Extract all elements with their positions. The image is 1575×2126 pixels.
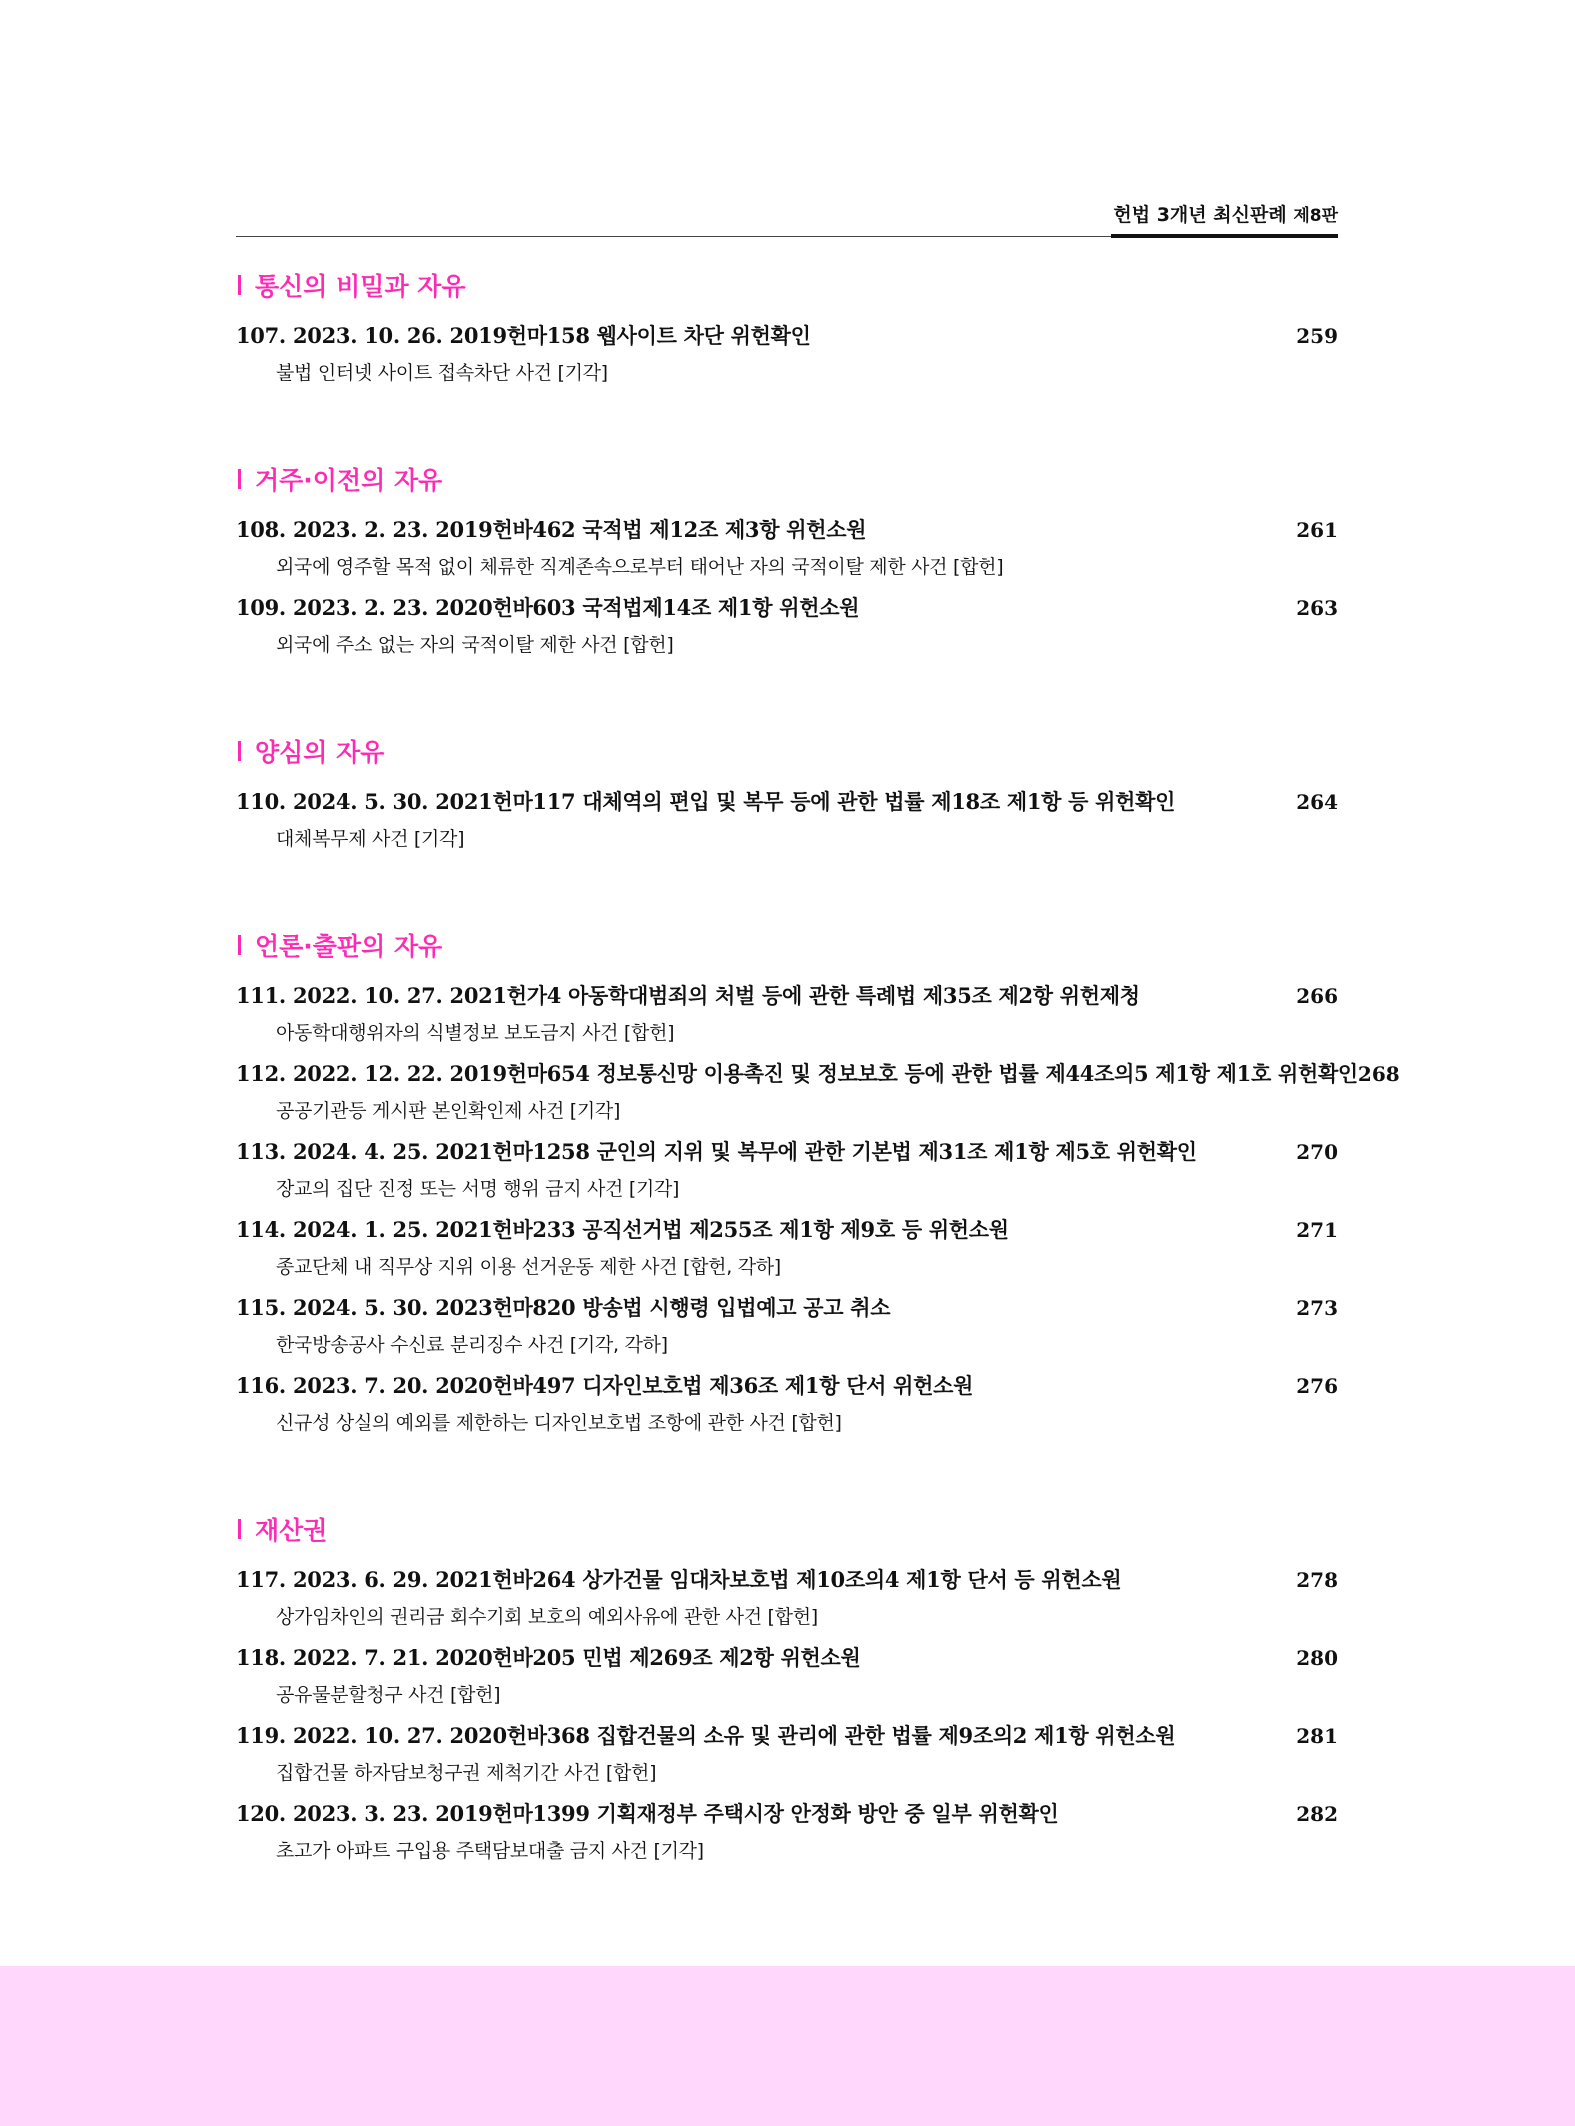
toc-entry[interactable] bbox=[236, 1794, 1338, 1870]
section-bar-icon bbox=[238, 275, 241, 295]
entry-line bbox=[236, 1132, 1338, 1172]
entry-subtitle: 외국에 영주할 목적 없이 체류한 직계존속으로부터 태어난 자의 국적이탈 제한 사건 [합헌] bbox=[276, 556, 1004, 578]
toc-entry[interactable] bbox=[236, 976, 1338, 1052]
section-title: 재산권 bbox=[255, 1516, 328, 1545]
book-title: 헌법 3개년 최신판례 bbox=[1113, 204, 1287, 226]
toc-entry[interactable] bbox=[236, 1366, 1338, 1442]
entry-title: 120. 2023. 3. 23. 2019헌마1399 기획재정부 주택시장 안정화 방안 중 일부 위헌확인 bbox=[236, 1801, 1059, 1826]
section-heading bbox=[236, 922, 1338, 968]
toc-entry[interactable] bbox=[236, 1054, 1400, 1130]
entry-line bbox=[236, 588, 1338, 628]
entry-line bbox=[236, 1716, 1338, 1756]
entry-page-number: 264 bbox=[1296, 790, 1338, 814]
entry-line bbox=[236, 1054, 1400, 1094]
toc-entry[interactable] bbox=[236, 1132, 1338, 1208]
toc-section bbox=[236, 922, 1400, 1442]
section-title: 언론·출판의 자유 bbox=[255, 932, 443, 961]
toc-section bbox=[236, 456, 1338, 664]
entry-title: 109. 2023. 2. 23. 2020헌바603 국적법제14조 제1항 위헌소원 bbox=[236, 595, 860, 620]
section-bar-icon bbox=[238, 1519, 241, 1539]
entry-page-number: 266 bbox=[1296, 984, 1338, 1008]
section-title: 양심의 자유 bbox=[255, 738, 385, 767]
entry-page-number: 259 bbox=[1296, 324, 1338, 348]
section-bar-icon bbox=[238, 741, 241, 761]
entry-title: 110. 2024. 5. 30. 2021헌마117 대체역의 편입 및 복무 등에 관한 법률 제18조 제1항 등 위헌확인 bbox=[236, 789, 1176, 814]
entry-title: 112. 2022. 12. 22. 2019헌마654 정보통신망 이용촉진 및 정보보호 등에 관한 법률 제44조의5 제1항 제1호 위헌확인 bbox=[236, 1061, 1358, 1086]
entry-title: 113. 2024. 4. 25. 2021헌마1258 군인의 지위 및 복무에 관한 기본법 제31조 제1항 제5호 위헌확인 bbox=[236, 1139, 1197, 1164]
entry-subtitle: 한국방송공사 수신료 분리징수 사건 [기각, 각하] bbox=[276, 1334, 668, 1356]
entry-subtitle: 대체복무제 사건 [기각] bbox=[276, 828, 465, 850]
entry-line bbox=[236, 316, 1338, 356]
edition-label: 제8판 bbox=[1293, 206, 1338, 226]
entry-page-number: 273 bbox=[1296, 1296, 1338, 1320]
entry-subtitle: 외국에 주소 없는 자의 국적이탈 제한 사건 [합헌] bbox=[276, 634, 674, 656]
entry-page-number: 278 bbox=[1296, 1568, 1338, 1592]
toc-section bbox=[236, 728, 1338, 858]
toc-entry[interactable] bbox=[236, 1716, 1338, 1792]
entry-page-number: 282 bbox=[1296, 1802, 1338, 1826]
entry-subtitle: 공공기관등 게시판 본인확인제 사건 [기각] bbox=[276, 1100, 621, 1122]
entry-page-number: 268 bbox=[1357, 1062, 1400, 1086]
page-header bbox=[236, 198, 1338, 237]
entry-page-number: 271 bbox=[1296, 1218, 1338, 1242]
entry-line bbox=[236, 1560, 1338, 1600]
toc-entry[interactable] bbox=[236, 1288, 1338, 1364]
table-of-contents bbox=[236, 262, 1400, 1934]
running-header bbox=[1111, 198, 1338, 238]
entry-page-number: 263 bbox=[1296, 596, 1338, 620]
entry-page-number: 270 bbox=[1296, 1140, 1338, 1164]
entry-title: 119. 2022. 10. 27. 2020헌바368 집합건물의 소유 및 관리에 관한 법률 제9조의2 제1항 위헌소원 bbox=[236, 1723, 1176, 1748]
entry-page-number: 281 bbox=[1296, 1724, 1338, 1748]
section-heading bbox=[236, 262, 1338, 308]
toc-entry[interactable] bbox=[236, 588, 1338, 664]
entry-line bbox=[236, 1288, 1338, 1328]
entry-subtitle: 상가임차인의 권리금 회수기회 보호의 예외사유에 관한 사건 [합헌] bbox=[276, 1606, 818, 1628]
entry-title: 107. 2023. 10. 26. 2019헌마158 웹사이트 차단 위헌확인 bbox=[236, 323, 811, 348]
entry-subtitle: 집합건물 하자담보청구권 제척기간 사건 [합헌] bbox=[276, 1762, 657, 1784]
entry-line bbox=[236, 1366, 1338, 1406]
toc-entry[interactable] bbox=[236, 510, 1338, 586]
section-bar-icon bbox=[238, 469, 241, 489]
entry-title: 114. 2024. 1. 25. 2021헌바233 공직선거법 제255조 제1항 제9호 등 위헌소원 bbox=[236, 1217, 1009, 1242]
toc-section bbox=[236, 262, 1338, 392]
section-heading bbox=[236, 728, 1338, 774]
section-heading bbox=[236, 456, 1338, 502]
entry-subtitle: 신규성 상실의 예외를 제한하는 디자인보호법 조항에 관한 사건 [합헌] bbox=[276, 1412, 842, 1434]
section-heading bbox=[236, 1506, 1338, 1552]
entry-subtitle: 장교의 집단 진정 또는 서명 행위 금지 사건 [기각] bbox=[276, 1178, 680, 1200]
entry-title: 116. 2023. 7. 20. 2020헌바497 디자인보호법 제36조 제1항 단서 위헌소원 bbox=[236, 1373, 974, 1398]
toc-entry[interactable] bbox=[236, 316, 1338, 392]
footer-band bbox=[0, 1966, 1575, 2126]
entry-page-number: 261 bbox=[1296, 518, 1338, 542]
section-title: 통신의 비밀과 자유 bbox=[255, 272, 466, 301]
entry-title: 115. 2024. 5. 30. 2023헌마820 방송법 시행령 입법예고 공고 취소 bbox=[236, 1295, 891, 1320]
toc-entry[interactable] bbox=[236, 1210, 1338, 1286]
entry-title: 118. 2022. 7. 21. 2020헌바205 민법 제269조 제2항 위헌소원 bbox=[236, 1645, 861, 1670]
toc-entry[interactable] bbox=[236, 1638, 1338, 1714]
toc-entry[interactable] bbox=[236, 1560, 1338, 1636]
entry-line bbox=[236, 1794, 1338, 1834]
entry-line bbox=[236, 976, 1338, 1016]
entry-subtitle: 아동학대행위자의 식별정보 보도금지 사건 [합헌] bbox=[276, 1022, 675, 1044]
toc-section bbox=[236, 1506, 1338, 1870]
entry-page-number: 280 bbox=[1296, 1646, 1338, 1670]
entry-subtitle: 공유물분할청구 사건 [합헌] bbox=[276, 1684, 501, 1706]
entry-line bbox=[236, 510, 1338, 550]
entry-title: 108. 2023. 2. 23. 2019헌바462 국적법 제12조 제3항 위헌소원 bbox=[236, 517, 867, 542]
toc-entry[interactable] bbox=[236, 782, 1338, 858]
entry-subtitle: 초고가 아파트 구입용 주택담보대출 금지 사건 [기각] bbox=[276, 1840, 704, 1862]
entry-subtitle: 종교단체 내 직무상 지위 이용 선거운동 제한 사건 [합헌, 각하] bbox=[276, 1256, 781, 1278]
entry-subtitle: 불법 인터넷 사이트 접속차단 사건 [기각] bbox=[276, 362, 608, 384]
entry-line bbox=[236, 1210, 1338, 1250]
entry-line bbox=[236, 782, 1338, 822]
entry-title: 111. 2022. 10. 27. 2021헌가4 아동학대범죄의 처벌 등에 관한 특례법 제35조 제2항 위헌제청 bbox=[236, 983, 1140, 1008]
section-bar-icon bbox=[238, 935, 241, 955]
entry-page-number: 276 bbox=[1296, 1374, 1338, 1398]
entry-title: 117. 2023. 6. 29. 2021헌바264 상가건물 임대차보호법 제10조의4 제1항 단서 등 위헌소원 bbox=[236, 1567, 1122, 1592]
section-title: 거주·이전의 자유 bbox=[255, 466, 443, 495]
entry-line bbox=[236, 1638, 1338, 1678]
